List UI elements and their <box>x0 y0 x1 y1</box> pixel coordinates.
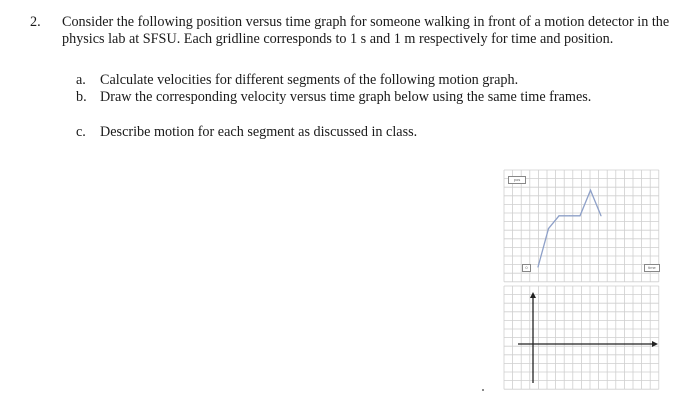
subquestion-text: Calculate velocities for different segments of the following motion graph. <box>100 72 519 88</box>
data-point <box>558 215 559 216</box>
stray-mark <box>482 389 484 391</box>
position-time-line <box>538 190 601 267</box>
question-2 <box>30 14 670 48</box>
position-axis-label: pos <box>508 176 526 184</box>
data-point <box>548 228 549 229</box>
subquestion-label: a. <box>76 72 86 88</box>
subquestion-label: c. <box>76 124 86 140</box>
data-point <box>569 215 570 216</box>
data-point <box>579 215 580 216</box>
question-number: 2. <box>30 14 41 30</box>
data-point <box>590 190 591 191</box>
subquestion-text: Describe motion for each segment as discussed in class. <box>100 124 418 140</box>
subquestion-b <box>76 89 636 106</box>
subquestion-a <box>76 72 636 89</box>
data-point <box>600 215 601 216</box>
graph-grid <box>498 168 668 398</box>
question-text: Consider the following position versus time graph for someone walking in front of a motion detector in the physics lab at SFSU. Each gridline corresponds to 1 s and 1 m respectively for time and position. <box>62 14 670 47</box>
graph-area <box>498 168 668 403</box>
time-axis-label: time <box>644 264 660 272</box>
subquestion-label: b. <box>76 89 87 105</box>
data-point <box>537 266 538 267</box>
origin-label: 0 <box>522 264 531 272</box>
subquestion-c <box>76 124 636 141</box>
subquestion-text: Draw the corresponding velocity versus time graph below using the same time frames. <box>100 89 592 105</box>
